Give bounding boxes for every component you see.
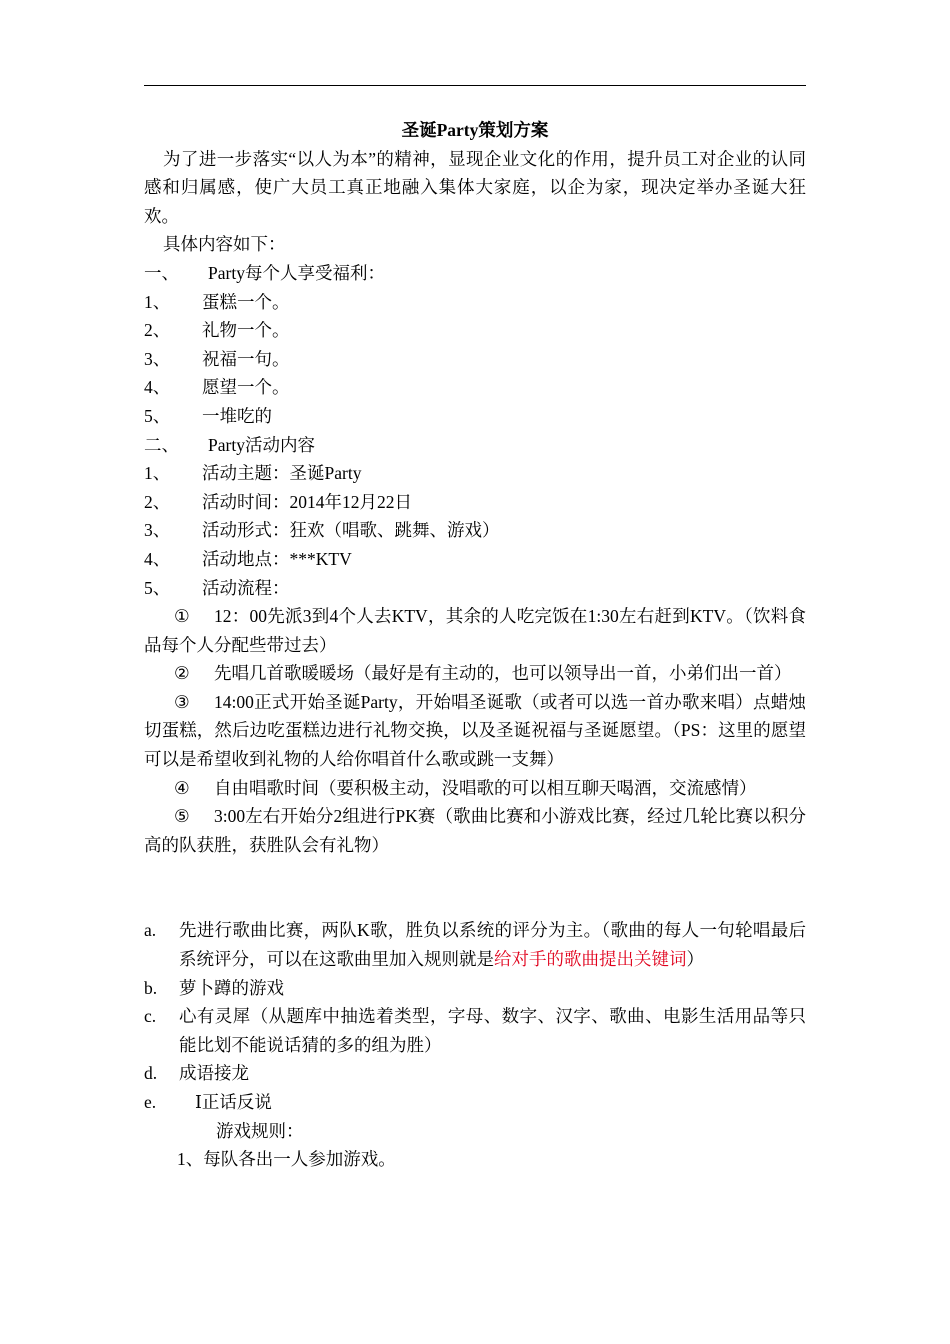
section-title: Party每个人享受福利： (208, 262, 385, 283)
list-text: 活动流程： (202, 577, 290, 598)
step-marker: ② (174, 663, 190, 684)
list-number: 5、 (144, 577, 171, 598)
step-text: 12：00先派3到4个人去KTV，其余的人吃完饭在1:30左右赶到KTV。（饮料食品每个人分配些带过去） (144, 606, 806, 655)
list-number: 1、 (144, 291, 171, 312)
list-text: 礼物一个。 (202, 320, 290, 341)
game-letter: a. (144, 920, 157, 941)
step-marker: ⑤ (174, 806, 190, 827)
list-text: 活动形式：狂欢（唱歌、跳舞、游戏） (202, 520, 500, 541)
game-text: Ⅰ正话反说 (195, 1092, 272, 1112)
list-number: 5、 (144, 405, 171, 426)
header-rule (144, 85, 806, 86)
list-number: 4、 (144, 377, 171, 398)
flow-step-4 (144, 774, 806, 803)
list-number: 3、 (144, 348, 171, 369)
section-1-heading (144, 259, 806, 288)
document-body (144, 116, 806, 1174)
list-item (144, 288, 806, 317)
list-number: 1、 (144, 463, 171, 484)
list-item (144, 373, 806, 402)
game-letter: e. (144, 1092, 157, 1112)
section-title: Party活动内容 (208, 434, 315, 455)
flow-step-1 (144, 602, 806, 659)
game-text: 萝卜蹲的游戏 (179, 977, 284, 998)
list-text: 一堆吃的 (202, 405, 272, 426)
game-letter: d. (144, 1063, 158, 1084)
list-item (144, 516, 806, 545)
game-item-e (144, 1088, 806, 1117)
game-text: 成语接龙 (179, 1063, 249, 1084)
rules-label: 游戏规则： (216, 1120, 304, 1141)
game-letter: b. (144, 977, 158, 998)
highlighted-keyword-text: 给对手的歌曲提出关键词 (494, 949, 687, 970)
game-letter: c. (144, 1006, 157, 1027)
list-number: 4、 (144, 548, 171, 569)
game-text: 心有灵犀（从题库中抽选着类型，字母、数字、汉字、歌曲、电影生活用品等只能比划不能说话猜的多的组为胜） (179, 1006, 806, 1055)
step-text: 先唱几首歌暖暖场（最好是有主动的，也可以领导出一首，小弟们出一首） (214, 663, 792, 684)
section-number: 一、 (144, 262, 179, 283)
list-item (144, 545, 806, 574)
list-item (144, 459, 806, 488)
step-marker: ① (174, 606, 190, 627)
game-text (179, 916, 806, 973)
content-lead: 具体内容如下： (163, 234, 286, 255)
game-item-c (144, 1002, 806, 1059)
flow-step-5 (144, 802, 806, 859)
section-number: 二、 (144, 434, 179, 455)
document-title: 圣诞Party策划方案 (401, 120, 549, 140)
list-text: 祝福一句。 (202, 348, 290, 369)
step-text: 14:00正式开始圣诞Party，开始唱圣诞歌（或者可以选一首办歌来唱）点蜡烛切蛋糕，然后边吃蛋糕边进行礼物交换，以及圣诞祝福与圣诞愿望。（PS：这里的愿望可以是希望收到礼物的人给你唱首什么歌或跳一支舞） (144, 691, 806, 770)
list-item (144, 574, 806, 603)
game-text-main: 先进行歌曲比赛，两队K歌，胜负以系统的评分为主。（歌曲的每人一句轮唱最后系统评分，可以在这歌曲里加入规则就是 (179, 920, 806, 970)
intro-paragraph: 为了进一步落实“以人为本”的精神，显现企业文化的作用，提升员工对企业的认同感和归属感，使广大员工真正地融入集体大家庭，以企为家，现决定举办圣诞大狂欢。 (144, 148, 806, 226)
list-text: 活动主题：圣诞Party (202, 463, 362, 484)
flow-step-2 (144, 659, 806, 688)
game-item-a (144, 916, 806, 973)
step-text: 3:00左右开始分2组进行PK赛（歌曲比赛和小游戏比赛，经过几轮比赛以积分高的队获胜，获胜队会有礼物） (144, 806, 806, 855)
game-item-d (144, 1059, 806, 1088)
step-marker: ③ (174, 691, 190, 712)
list-number: 2、 (144, 320, 171, 341)
blank-space (144, 859, 806, 916)
game-item-b (144, 974, 806, 1003)
flow-step-3 (144, 688, 806, 774)
list-item (144, 316, 806, 345)
list-item (144, 345, 806, 374)
game-text-tail: ） (686, 949, 704, 970)
list-text: 愿望一个。 (202, 377, 290, 398)
list-number: 2、 (144, 491, 171, 512)
step-marker: ④ (174, 777, 190, 798)
list-text: 蛋糕一个。 (202, 291, 290, 312)
list-item (144, 488, 806, 517)
list-text: 活动时间：2014年12月22日 (202, 491, 412, 512)
list-item (144, 402, 806, 431)
section-2-heading (144, 431, 806, 460)
step-text: 自由唱歌时间（要积极主动，没唱歌的可以相互聊天喝酒，交流感情） (214, 777, 757, 798)
rule-item: 1、每队各出一人参加游戏。 (177, 1149, 396, 1170)
list-text: 活动地点：***KTV (202, 548, 352, 569)
list-number: 3、 (144, 520, 171, 541)
